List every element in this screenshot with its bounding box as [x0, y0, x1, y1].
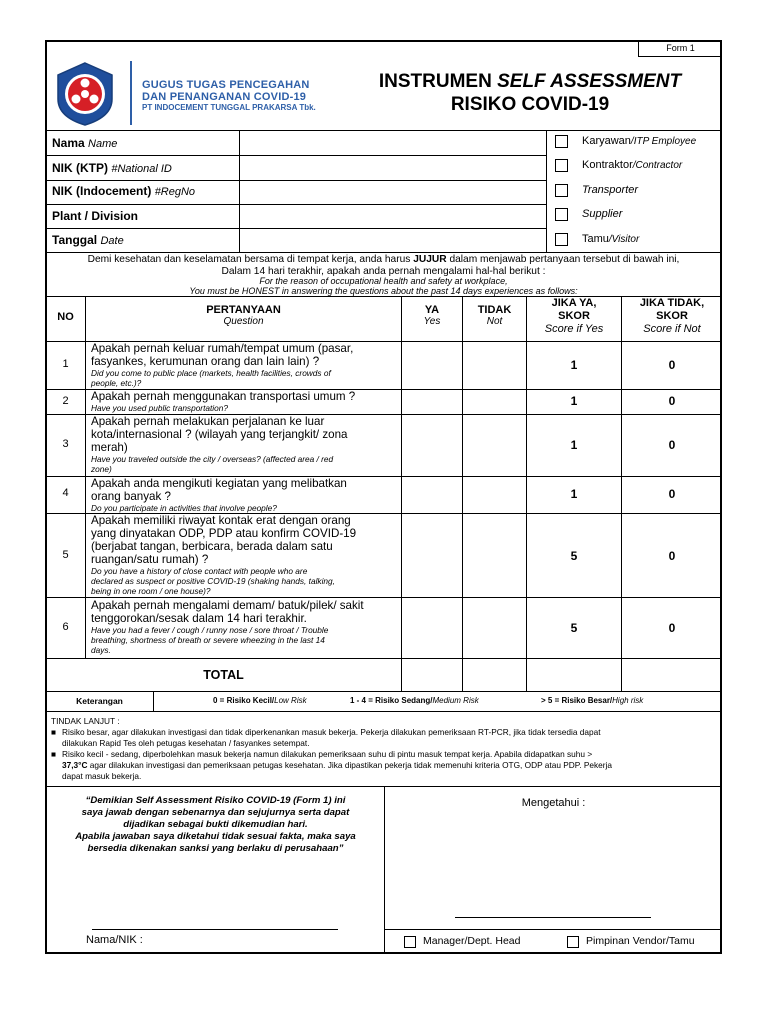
employee-checkbox[interactable] [555, 135, 568, 148]
row-number: 5 [62, 549, 69, 561]
question-text: Apakah pernah keluar rumah/tempat umum (pasar, fasyankes, kerumunan orang dan lain lain) ? Did you come to public place (markets, health facilities, crowds of people, etc.)? [91, 342, 354, 388]
answer-no-cell[interactable] [464, 391, 525, 413]
total-label: TOTAL [203, 668, 244, 682]
legend-label: Keterangan [76, 696, 123, 706]
logo-divider [130, 61, 132, 125]
supplier-checkbox[interactable] [555, 208, 568, 221]
score-no: 0 [668, 549, 676, 563]
score-yes: 5 [570, 621, 578, 635]
date-field[interactable] [241, 230, 545, 251]
form-number-label: Form 1 [638, 40, 722, 57]
visitor-label: Tamu/Visitor [582, 233, 640, 245]
answer-yes-cell[interactable] [403, 599, 461, 657]
contractor-label: Kontraktor/Contractor [582, 159, 683, 171]
transporter-label: Transporter [582, 184, 639, 196]
question-text: Apakah memiliki riwayat kontak erat dengan orang yang dinyatakan ODP, PDP atau konfirm COVID-19 (berjabat tangan, berbicara, berada dalam satu ruangan/satu rumah) ? Do you have a history of close contact with people who are declared as suspect or positive COVID-19 (shaking hands, talking, being in one room / one house)? [91, 514, 357, 596]
indocement-logo [52, 61, 118, 127]
name-nik-label: Nama/NIK : [86, 934, 143, 946]
nik-ktp-label: NIK (KTP) #National ID [52, 161, 172, 175]
nik-indocement-field[interactable] [241, 182, 545, 203]
nik-indocement-label: NIK (Indocement) #RegNo [52, 184, 196, 198]
score-yes: 5 [570, 549, 578, 563]
header-score-yes: JIKA YA, SKOR Score if Yes [544, 297, 604, 335]
nik-ktp-field[interactable] [241, 157, 545, 179]
org-line-1: GUGUS TUGAS PENCEGAHAN [142, 79, 310, 91]
contractor-checkbox[interactable] [555, 159, 568, 172]
header-question: PERTANYAAN Question [206, 304, 281, 327]
bullet-icon: ■ [51, 749, 57, 759]
manager-label: Manager/Dept. Head [423, 935, 521, 947]
header-no: NO [57, 311, 74, 323]
signature-line [92, 929, 338, 930]
row-number: 4 [62, 487, 69, 499]
vendor-checkbox[interactable] [567, 936, 579, 948]
transporter-checkbox[interactable] [555, 184, 568, 197]
row-number: 2 [62, 395, 69, 407]
form-title [340, 71, 720, 93]
title-instrumen: INSTRUMEN [378, 71, 492, 92]
name-nik-field[interactable] [152, 932, 377, 950]
header-score-no: JIKA TIDAK, SKOR Score if Not [639, 297, 705, 335]
answer-no-cell[interactable] [464, 416, 525, 475]
acknowledger-signature-field[interactable] [455, 895, 651, 917]
answer-yes-cell[interactable] [403, 343, 461, 388]
name-field[interactable] [241, 132, 545, 154]
score-no: 0 [668, 358, 676, 372]
org-line-3: PT INDOCEMENT TUNGGAL PRAKARSA Tbk. [142, 103, 316, 112]
score-no: 0 [668, 394, 676, 408]
org-line-2: DAN PENANGANAN COVID-19 [142, 91, 307, 103]
answer-yes-cell[interactable] [403, 515, 461, 596]
score-yes: 1 [570, 438, 578, 452]
declaration-text: “Demikian Self Assessment Risiko COVID-19 (Form 1) ini saya jawab dengan sebenarnya dan sejujurnya serta dapat dijadikan sebagai bukti dikemudian hari. Apabila jawaban saya diketahui tidak sesuai fakta, maka saya bersedia dikenakan sanksi yang berlaku di perusahaan” [75, 795, 356, 854]
follow-up-title: TINDAK LANJUT : [51, 716, 120, 726]
row-number: 6 [62, 621, 69, 633]
row-number: 3 [62, 438, 69, 450]
question-text: Apakah anda mengikuti kegiatan yang melibatkan orang banyak ? Do you participate in activities that involve people? [91, 477, 347, 513]
question-text: Apakah pernah mengalami demam/ batuk/pilek/ sakit tenggorokan/sesak dalam 14 hari terakhir. Have you had a fever / cough / runny nose / sore throat / Trouble breathing, shortness of breath or severe wheezing in the last 14 days. [91, 599, 364, 655]
signature-field[interactable] [92, 907, 338, 929]
answer-no-cell[interactable] [464, 343, 525, 388]
acknowledged-label: Mengetahui : [521, 797, 586, 809]
answer-yes-cell[interactable] [403, 416, 461, 475]
score-no: 0 [668, 487, 676, 501]
answer-yes-cell[interactable] [403, 478, 461, 512]
question-text: Apakah pernah melakukan perjalanan ke luar kota/internasional ? (wilayah yang terjangkit/ zona merah) Have you traveled outside the city / overseas? (affected area / red zone) [91, 415, 348, 474]
total-score-no-cell[interactable] [623, 660, 720, 690]
title-self-assessment: SELF ASSESSMENT [497, 71, 682, 92]
bullet-icon: ■ [51, 727, 57, 737]
score-yes: 1 [570, 394, 578, 408]
supplier-label: Supplier [582, 208, 623, 220]
question-text: Apakah pernah menggunakan transportasi umum ? Have you used public transportation? [91, 390, 356, 413]
employee-label: Karyawan/ITP Employee [582, 135, 697, 147]
answer-no-cell[interactable] [464, 599, 525, 657]
manager-checkbox[interactable] [404, 936, 416, 948]
follow-up-section: TINDAK LANJUT : ■ Risiko besar, agar dilakukan investigasi dan tidak diperkenankan masuk bekerja. Pekerja dilakukan pemeriksaan RT-PCR, jika tidak tersedia dapat dilakukan Rapid Tes oleh petugas kesehatan / fasyankes setempat. ■ Risiko kecil - sedang, diperbolehkan masuk bekerja namun dilakukan pemeriksaan suhu di pintu masuk tempat kerja. Apabila didapatkan suhu > 37,3°C agar dilakukan investigasi dan pemeriksaan petugas kesehatan. Jika dipastikan pekerja tidak memenuhi kriteria OTG, ODP atau PDP. Pekerja dapat masuk bekerja. [51, 716, 717, 782]
header-no-col: TIDAK Not [477, 304, 512, 327]
total-no-cell[interactable] [464, 660, 525, 690]
header-yes: YA Yes [423, 304, 441, 327]
answer-no-cell[interactable] [464, 515, 525, 596]
form-subtitle: RISIKO COVID-19 [450, 94, 610, 115]
plant-division-label: Plant / Division [52, 209, 139, 223]
score-yes: 1 [570, 487, 578, 501]
intro-text: Demi kesehatan dan keselamatan bersama di tempat kerja, anda harus JUJUR dalam menjawab pertanyaan tersebut di bawah ini, Dalam 14 hari terakhir, apakah anda pernah mengalami hal-hal berikut : For the reason of occupational health and safety at workplace, You must be HONEST in answering the questions about the past 14 days experiences as follows: [87, 254, 680, 296]
legend-low: 0 = Risiko Kecil/Low Risk [213, 696, 307, 705]
visitor-checkbox[interactable] [555, 233, 568, 246]
score-no: 0 [668, 438, 676, 452]
total-yes-cell[interactable] [403, 660, 461, 690]
answer-no-cell[interactable] [464, 478, 525, 512]
total-score-yes-cell[interactable] [528, 660, 620, 690]
date-label: Tanggal Date [52, 233, 124, 247]
plant-division-field[interactable] [241, 206, 545, 227]
legend-medium: 1 - 4 = Risiko Sedang/Medium Risk [350, 696, 479, 705]
row-number: 1 [62, 358, 69, 370]
score-yes: 1 [570, 358, 578, 372]
vendor-label: Pimpinan Vendor/Tamu [586, 935, 695, 947]
legend-high: > 5 = Risiko Besar/High risk [541, 696, 644, 705]
acknowledger-signature-line [455, 917, 651, 918]
answer-yes-cell[interactable] [403, 391, 461, 413]
name-label: Nama Name [52, 136, 118, 150]
score-no: 0 [668, 621, 676, 635]
